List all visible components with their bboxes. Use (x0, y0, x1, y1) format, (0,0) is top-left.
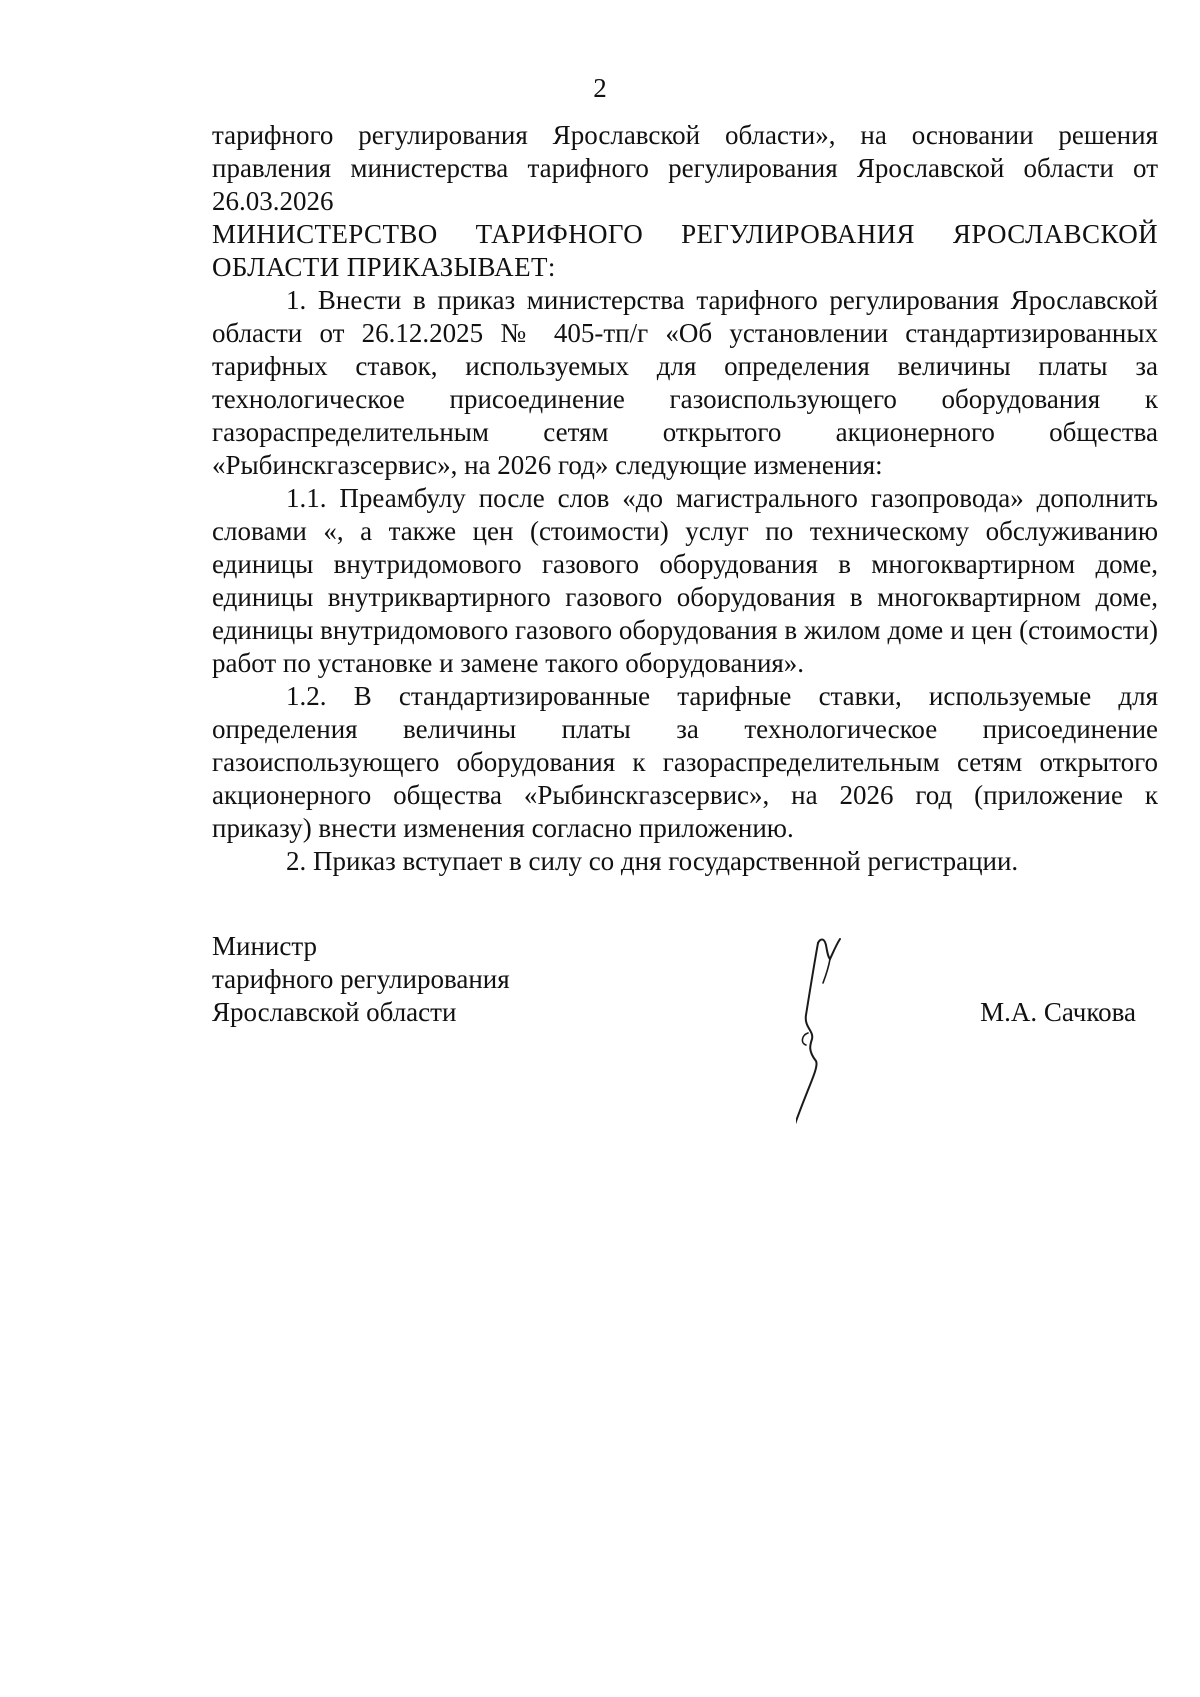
item-2-paragraph: 2. Приказ вступает в силу со дня государственной регистрации. (286, 846, 1019, 876)
signer-title-line: тарифного регулирования (212, 964, 510, 994)
signer-title-block (212, 930, 510, 1029)
signer-title-line: Министр (212, 931, 317, 961)
order-heading: МИНИСТЕРСТВО ТАРИФНОГО РЕГУЛИРОВАНИЯ ЯРОСЛАВСКОЙ ОБЛАСТИ ПРИКАЗЫВАЕТ: (212, 219, 1158, 282)
document-body (212, 119, 1158, 878)
item-1-2-paragraph: 1.2. В стандартизированные тарифные ставки, используемые для определения величины платы за технологическое присоединение газоиспользующего оборудования к газораспределительным сетям открытого акционерного общества «Рыбинскгазсервис», на 2026 год (приложение к приказу) внести изменения согласно приложению. (212, 681, 1158, 843)
item-1-paragraph: 1. Внести в приказ министерства тарифного регулирования Ярославской области от 26.12.2025 № 405-тп/г «Об установлении стандартизированных тарифных ставок, используемых для определения величины платы за технологическое присоединение газоиспользующего оборудования к газораспределительным сетям открытого акционерного общества «Рыбинскгазсервис», на 2026 год» следующие изменения: (212, 285, 1158, 480)
signer-title-line: Ярославской области (212, 997, 457, 1027)
item-1-1-paragraph: 1.1. Преамбулу после слов «до магистрального газопровода» дополнить словами «, а также цен (стоимости) услуг по техническому обслуживанию единицы внутридомового газового оборудования в многоквартирном доме, единицы внутриквартирного газового оборудования в многоквартирном доме, единицы внутридомового газового оборудования в жилом доме и цен (стоимости) работ по установке и замене такого оборудования». (212, 483, 1158, 678)
intro-paragraph: тарифного регулирования Ярославской области», на основании решения правления министерства тарифного регулирования Ярославской области от 26.03.2026 (212, 120, 1158, 216)
signer-name: М.А. Сачкова (980, 997, 1136, 1027)
page-number: 2 (593, 73, 607, 103)
handwritten-signature-icon (796, 935, 906, 1130)
